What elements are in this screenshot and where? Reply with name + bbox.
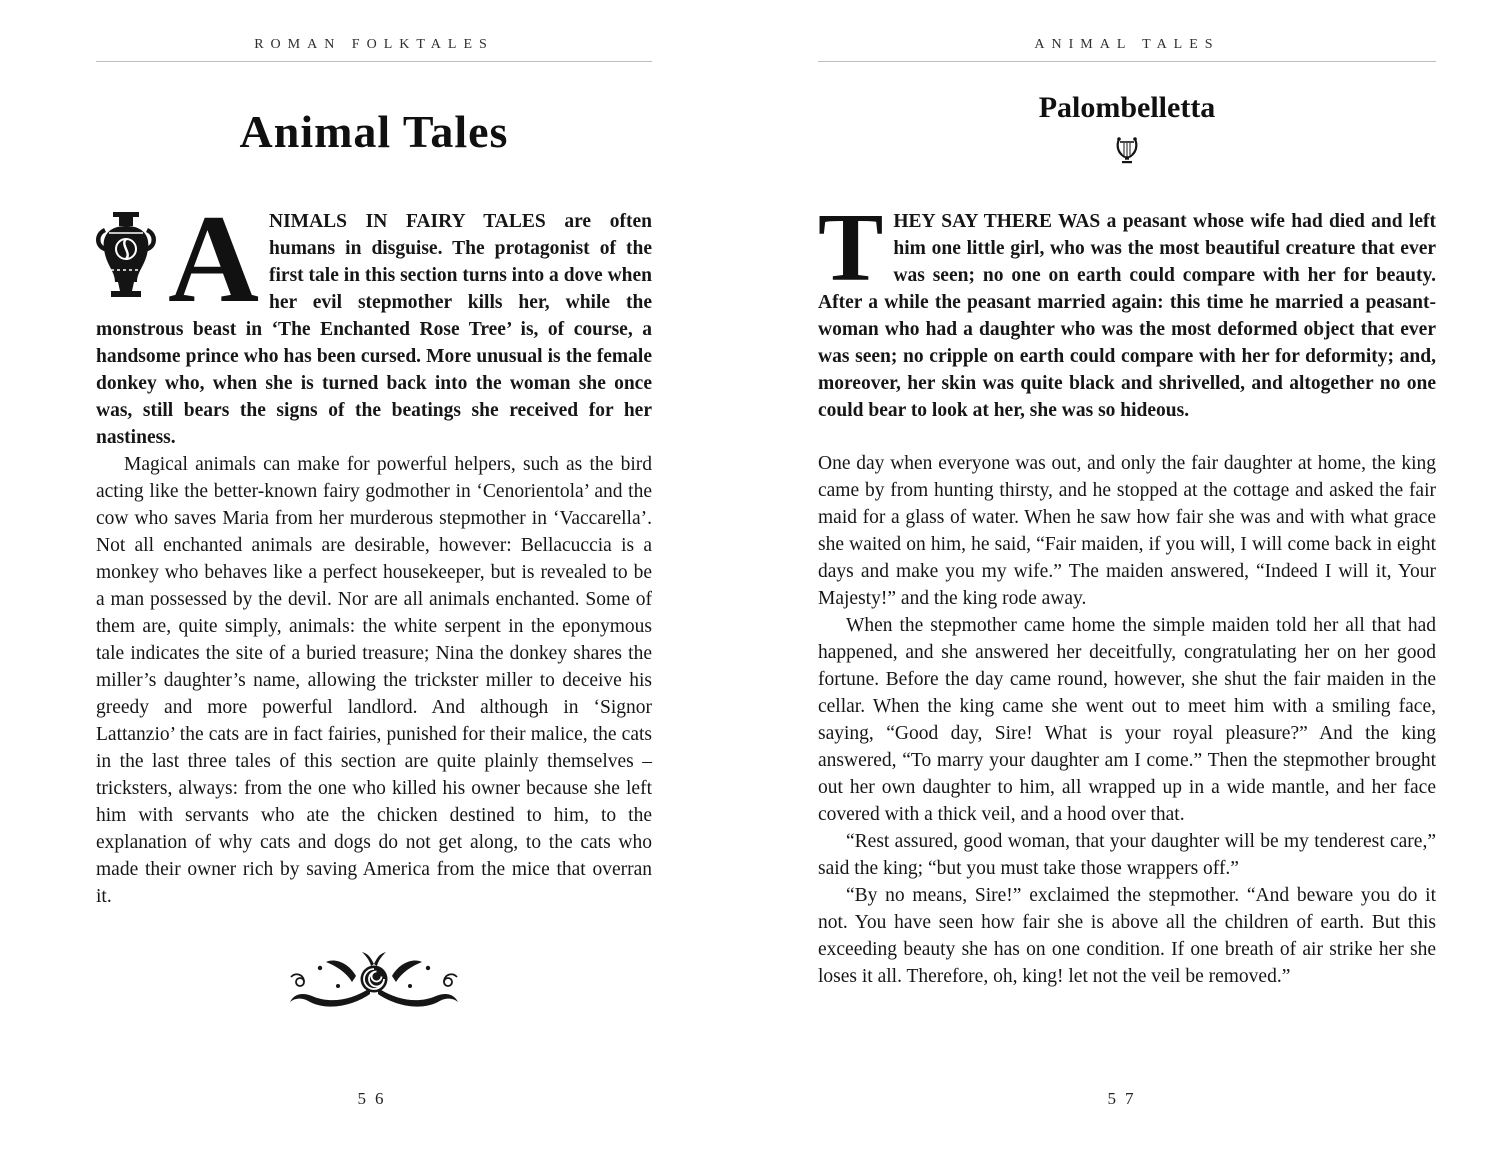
intro-paragraph-right xyxy=(818,194,1436,424)
body-paragraph: “By no means, Sire!” exclaimed the stepmother. “And beware you do it not. You have seen how fair she is above all the children of earth. But this exceeding beauty she has on one condition. If one breath of air strike her she loses it all. Therefore, oh, king! let not the veil be removed.” xyxy=(818,885,1436,987)
dropcap-letter-right: T xyxy=(818,194,884,302)
body-paragraph: Magical animals can make for powerful helpers, such as the bird acting like the better-known fairy godmother in ‘Cenorientola’ and the cow who saves Maria from her murderous stepmother in ‘Vaccarella’. Not all enchanted animals are desirable, however: Bellacuccia is a monkey who behaves like a perfect housekeeper, but is revealed to be a man possessed by the devil. Nor are all animals enchanted. Some of them are, quite simply, animals: the white serpent in the eponymous tale indicates the site of a buried treasure; Nina the donkey shares the miller’s daughter’s name, allowing the trickster miller to deceive his greedy and more powerful landlord. And although in ‘Signor Lattanzio’ the cats are in fact fairies, punished for their malice, the cats in the last three tales of this section are quite plainly themselves – tricksters, always: from the one who killed his owner because she left him with servants who ate the chicken destined to him, to the explanation of why cats and dogs do not get along, to the cats who made their owner rich by saving America from the mice that overran it. xyxy=(96,454,652,907)
body-paragraph: One day when everyone was out, and only the fair daughter at home, the king came by from hunting thirsty, and he stopped at the cottage and asked the fair maid for a glass of water. When he saw how fair she was and with what grace she waited on him, he said, “Fair maiden, if you will, I will come back in eight days and make you my wife.” The maiden answered, “Indeed I will it, Your Majesty!” and the king rode away. xyxy=(818,453,1436,609)
page-right xyxy=(750,0,1500,1151)
page-number-left: 56 xyxy=(357,1089,393,1108)
lyre-icon xyxy=(818,136,1436,164)
story-title: Palombelletta xyxy=(1038,91,1216,124)
dropcap-letter-left: A xyxy=(168,190,259,329)
right-body-text xyxy=(818,194,1436,990)
header-rule-right xyxy=(818,61,1436,62)
body-paragraph: “Rest assured, good woman, that your daughter will be my tenderest care,” said the king; “but you must take those wrappers off.” xyxy=(818,831,1436,879)
floral-rose-ornament-icon xyxy=(96,952,652,1019)
running-header-left: ROMAN FOLKTALES xyxy=(254,37,494,52)
header-rule-left xyxy=(96,61,652,62)
running-header-right: ANIMAL TALES xyxy=(1034,37,1220,52)
body-paragraph: When the stepmother came home the simple maiden told her all that had happened, and she answered her deceitfully, congratulating her on her good fortune. Before the day came round, however, she shut the fair maiden in the cellar. When the king came she went out to meet him with a smiling face, saying, “Good day, Sire! What is your royal pleasure?” And the king answered, “To marry your daughter am I come.” Then the stepmother brought out her own daughter to him, all wrapped up in a wide mantle, and her face covered with a thick veil, and a hood over that. xyxy=(818,615,1436,825)
intro-paragraph-left xyxy=(96,190,652,451)
intro-text-left: NIMALS IN FAIRY TALES are often humans in disguise. The protagonist of the first tale in this section turns into a dove when her evil stepmother kills her, while the monstrous beast in ‘The Enchanted Rose Tree’ is, of course, a handsome prince who has been cursed. More unusual is the female donkey who, when she is turned back into the woman she once was, still bears the signs of the beatings she received for her nastiness. xyxy=(96,211,652,448)
left-body-text xyxy=(96,190,652,910)
intro-text-right: HEY SAY THERE WAS a peasant whose wife had died and left him one little girl, who was the most beautiful creature that ever was seen; no one on earth could compare with her for beauty. After a while the peasant married again: this time he married a peasant-woman who had a daughter who was the most deformed object that ever was seen; no cripple on earth could compare with her for deformity; and, moreover, her skin was quite black and shrivelled, and altogether no one could bear to look at her, she was so hideous. xyxy=(818,211,1436,421)
chapter-title: Animal Tales xyxy=(239,106,509,157)
page-number-right: 57 xyxy=(1107,1089,1143,1108)
greek-vase-icon xyxy=(96,212,156,308)
